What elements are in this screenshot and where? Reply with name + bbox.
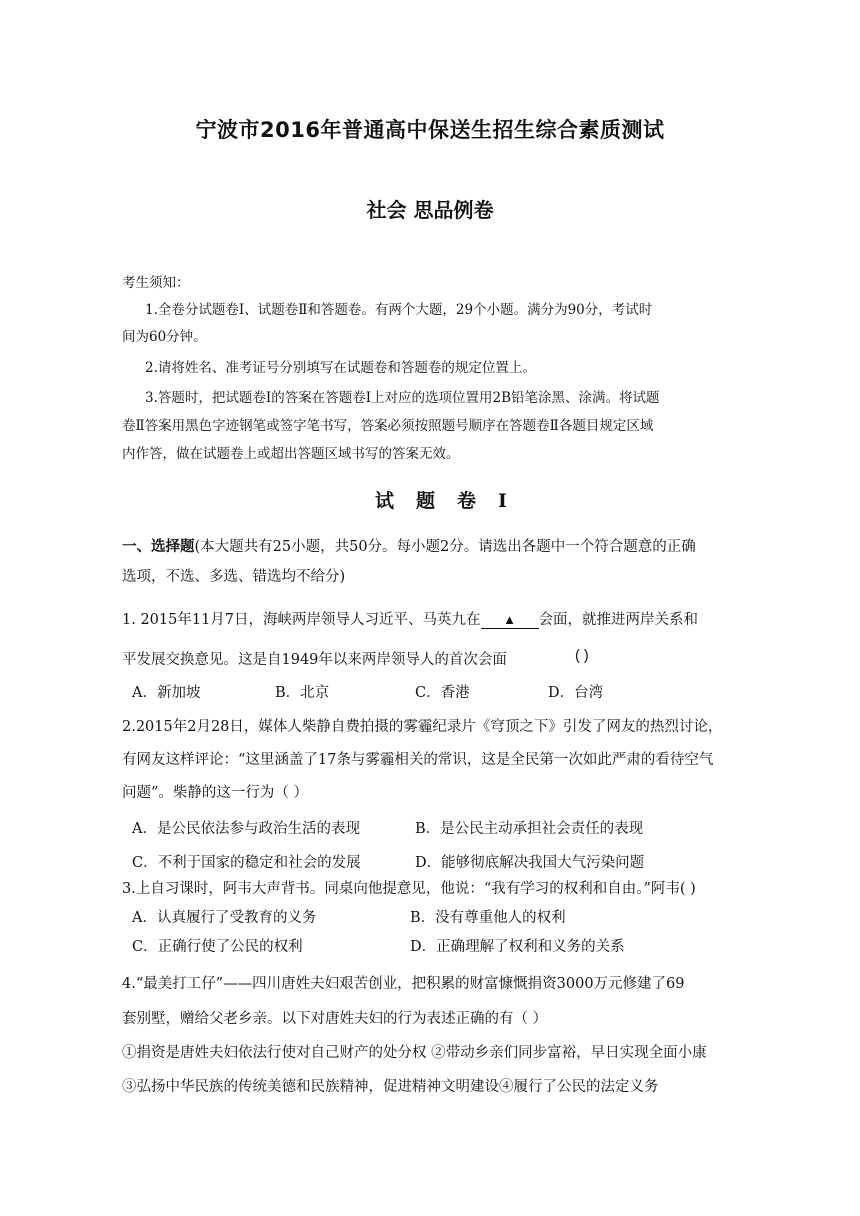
notice-item-1-line-2: 间为60分钟。 bbox=[122, 329, 207, 345]
q2-option-c: C．不利于国家的稳定和社会的发展 bbox=[132, 855, 361, 871]
q4-statements-line-2: ③弘扬中华民族的传统美德和民族精神，促进精神文明建设④履行了公民的法定义务 bbox=[122, 1079, 659, 1095]
q4-statements-line-1: ①捐资是唐姓夫妇依法行使对自己财产的处分权 ②带动乡亲们同步富裕，早日实现全面小康 bbox=[122, 1045, 707, 1061]
q4-line-1: 4.“最美打工仔”——四川唐姓夫妇艰苦创业，把积累的财富慷慨捐资3000万元修建了69 bbox=[122, 976, 685, 992]
answer-blank: ▲ bbox=[481, 612, 539, 629]
exam-title: 宁波市2016年普通高中保送生招生综合素质测试 bbox=[195, 118, 665, 142]
q3-line-1: 3.上自习课时，阿韦大声背书。同桌向他提意见，他说：“我有学习的权利和自由。”阿韦( ) bbox=[122, 881, 696, 897]
q3-option-c: C．正确行使了公民的权利 bbox=[132, 939, 303, 955]
notice-item-3-line-1: 3.答题时，把试题卷Ⅰ的答案在答题卷Ⅰ上对应的选项位置用2B铅笔涂黑、涂满。将试题 bbox=[145, 390, 660, 406]
part-1-instructions-line-1: (本大题共有25小题，共50分。每小题2分。请选出各题中一个符合题意的正确 bbox=[194, 539, 696, 555]
notice-item-2: 2.请将姓名、准考证号分别填写在试题卷和答题卷的规定位置上。 bbox=[145, 360, 536, 376]
exam-subtitle: 社会 思品例卷 bbox=[366, 198, 494, 222]
q1-option-b: B．北京 bbox=[275, 685, 330, 701]
q3-option-b: B．没有尊重他人的权利 bbox=[410, 910, 566, 926]
notice-heading: 考生须知： bbox=[122, 275, 190, 291]
q4-line-2: 套别墅，赠给父老乡亲。以下对唐姓夫妇的行为表述正确的有（ ） bbox=[122, 1011, 548, 1027]
part-1-label: 一、选择题 bbox=[122, 538, 195, 555]
q2-line-1: 2.2015年2月28日，媒体人柴静自费拍摄的雾霾纪录片《穹顶之下》引发了网友的热烈讨论， bbox=[122, 719, 723, 735]
q1-text-after-blank: 会面，就推进两岸关系和 bbox=[538, 612, 699, 628]
q2-line-2: 有网友这样评论：“这里涵盖了17条与雾霾相关的常识，这是全民第一次如此严肃的看待空气 bbox=[122, 752, 714, 768]
q1-text-before-blank: 1. 2015年11月7日，海峡两岸领导人习近平、马英九在 bbox=[122, 612, 481, 628]
section-title: 试题卷Ⅰ bbox=[375, 490, 529, 512]
q1-option-a: A．新加坡 bbox=[132, 685, 201, 701]
q2-option-d: D．能够彻底解决我国大气污染问题 bbox=[415, 855, 645, 871]
notice-item-3-line-3: 内作答，做在试题卷上或超出答题区域书写的答案无效。 bbox=[122, 446, 460, 462]
q1-line-2: 平发展交换意见。这是自1949年以来两岸领导人的首次会面 bbox=[122, 652, 507, 668]
q1-answer-paren: ( ) bbox=[575, 648, 589, 664]
part-1-instructions-line-2: 选项，不选、多选、错选均不给分) bbox=[122, 569, 346, 585]
notice-item-1-line-1: 1.全卷分试题卷Ⅰ、试题卷Ⅱ和答题卷。有两个大题，29个小题。满分为90分，考试时 bbox=[145, 302, 653, 318]
q3-option-a: A．认真履行了受教育的义务 bbox=[132, 910, 317, 926]
notice-item-3-line-2: 卷Ⅱ答案用黑色字迹钢笔或签字笔书写，答案必须按照题号顺序在答题卷Ⅱ各题目规定区域 bbox=[122, 418, 654, 434]
q2-option-a: A．是公民依法参与政治生活的表现 bbox=[132, 821, 360, 837]
q3-option-d: D．正确理解了权利和义务的关系 bbox=[410, 939, 625, 955]
q2-line-3: 问题”。柴静的这一行为（ ） bbox=[122, 785, 309, 801]
q1-option-c: C．香港 bbox=[415, 685, 470, 701]
q1-option-d: D．台湾 bbox=[548, 685, 604, 701]
q2-option-b: B．是公民主动承担社会责任的表现 bbox=[415, 821, 644, 837]
